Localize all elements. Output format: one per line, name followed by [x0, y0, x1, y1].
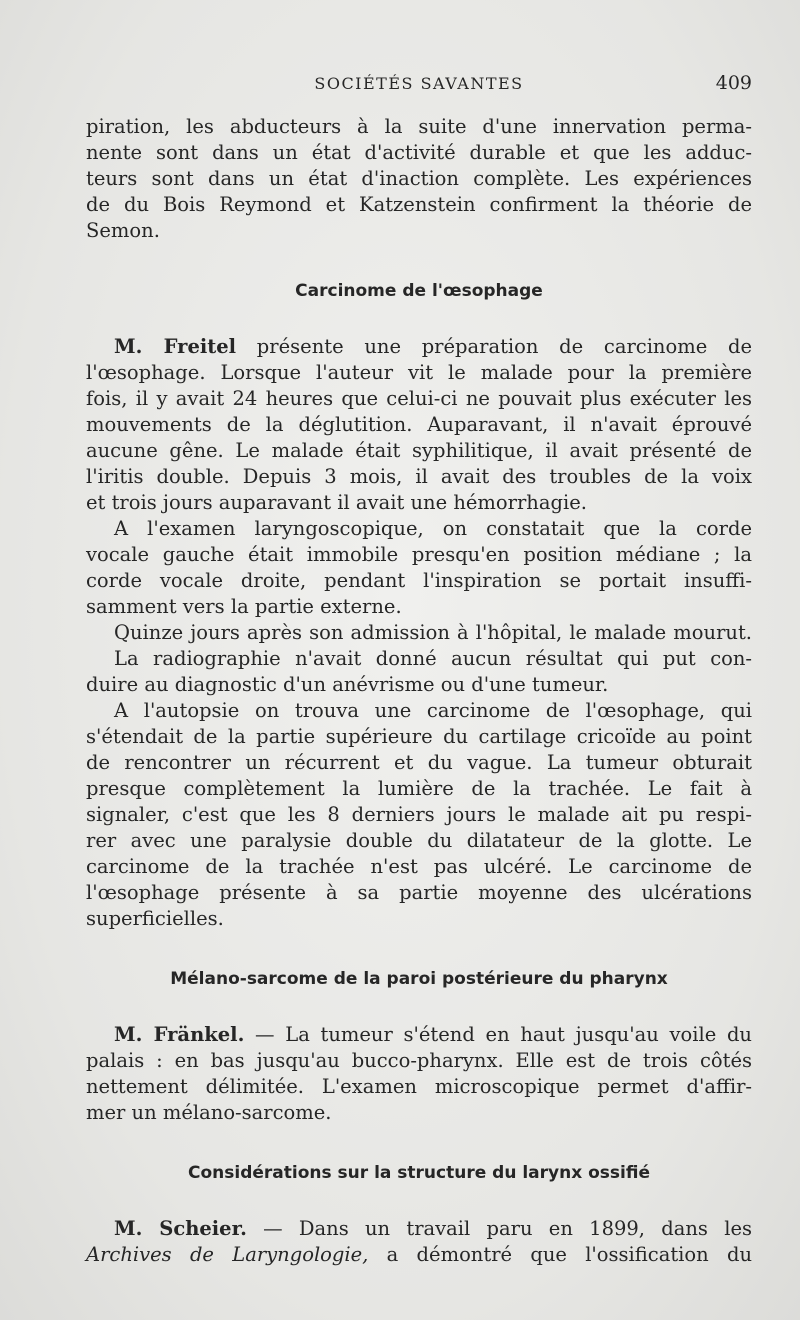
text-line: Archives de Laryngologie, a démontré que l'ossification du: [86, 1243, 753, 1266]
speaker-name: M. Scheier.: [114, 1217, 247, 1240]
text-line: M. Freitel présente une préparation de carcinome de: [114, 335, 752, 358]
text-line: l'œsophage présente à sa partie moyenne des ulcérations: [86, 881, 752, 904]
text-line: nente sont dans un état d'activité durable et que les adduc-: [86, 141, 752, 164]
text-line: carcinome de la trachée n'est pas ulcéré. Le carcinome de: [86, 855, 752, 878]
journal-title: Archives de Laryngologie,: [86, 1243, 369, 1266]
text-line: palais : en bas jusqu'au bucco-pharynx. Elle est de trois côtés: [86, 1049, 752, 1072]
text-line: teurs sont dans un état d'inaction complète. Les expériences: [86, 167, 752, 190]
speaker-name: M. Fränkel.: [114, 1023, 245, 1046]
text-line: aucune gêne. Le malade était syphilitique, il avait présenté de: [86, 439, 752, 462]
text-line: presque complètement la lumière de la trachée. Le fait à: [86, 777, 752, 800]
section-heading: Carcinome de l'œsophage: [295, 281, 543, 301]
text-line: Semon.: [86, 219, 160, 242]
text-line: s'étendait de la partie supérieure du cartilage cricoïde au point: [86, 725, 752, 748]
text-line: A l'autopsie on trouva une carcinome de l'œsophage, qui: [114, 699, 752, 722]
text-line: nettement délimitée. L'examen microscopique permet d'affir-: [86, 1075, 752, 1098]
text-line: de du Bois Reymond et Katzenstein confirment la théorie de: [86, 193, 752, 216]
text-line: Quinze jours après son admission à l'hôpital, le malade mourut.: [114, 621, 752, 644]
text-line: de rencontrer un récurrent et du vague. La tumeur obturait: [86, 751, 752, 774]
text-line: signaler, c'est que les 8 derniers jours le malade ait pu respi-: [86, 803, 752, 826]
page-body: [86, 114, 752, 1268]
text-line: A l'examen laryngoscopique, on constatait que la corde: [114, 517, 752, 540]
text-line: duire au diagnostic d'un anévrisme ou d'une tumeur.: [86, 673, 609, 696]
page-header: [86, 72, 752, 100]
text-line: vocale gauche était immobile presqu'en position médiane ; la: [86, 543, 752, 566]
section-heading: Considérations sur la structure du larynx ossifié: [188, 1163, 650, 1183]
text-line: et trois jours auparavant il avait une hémorrhagie.: [86, 491, 587, 514]
speaker-name: M. Freitel: [114, 335, 237, 358]
text-line: samment vers la partie externe.: [86, 595, 402, 618]
page-number: 409: [715, 72, 752, 94]
text-line: M. Fränkel. — La tumeur s'étend en haut jusqu'au voile du: [114, 1023, 752, 1046]
running-title: SOCIÉTÉS SAVANTES: [314, 74, 524, 93]
text-line: l'œsophage. Lorsque l'auteur vit le malade pour la première: [86, 361, 752, 384]
text-line: corde vocale droite, pendant l'inspiration se portait insuffi-: [86, 569, 752, 592]
text-line: piration, les abducteurs à la suite d'une innervation perma-: [86, 115, 752, 138]
text-line: fois, il y avait 24 heures que celui-ci ne pouvait plus exécuter les: [86, 387, 752, 410]
section-heading: Mélano-sarcome de la paroi postérieure du pharynx: [170, 969, 668, 989]
text-line: l'iritis double. Depuis 3 mois, il avait des troubles de la voix: [86, 465, 752, 488]
text-line: La radiographie n'avait donné aucun résultat qui put con-: [114, 647, 752, 670]
text-line: superficielles.: [86, 907, 224, 930]
text-line: M. Scheier. — Dans un travail paru en 1899, dans les: [114, 1217, 752, 1240]
text-line: rer avec une paralysie double du dilatateur de la glotte. Le: [86, 829, 752, 852]
text-line: mer un mélano-sarcome.: [86, 1101, 332, 1124]
text-line: mouvements de la déglutition. Auparavant, il n'avait éprouvé: [86, 413, 752, 436]
